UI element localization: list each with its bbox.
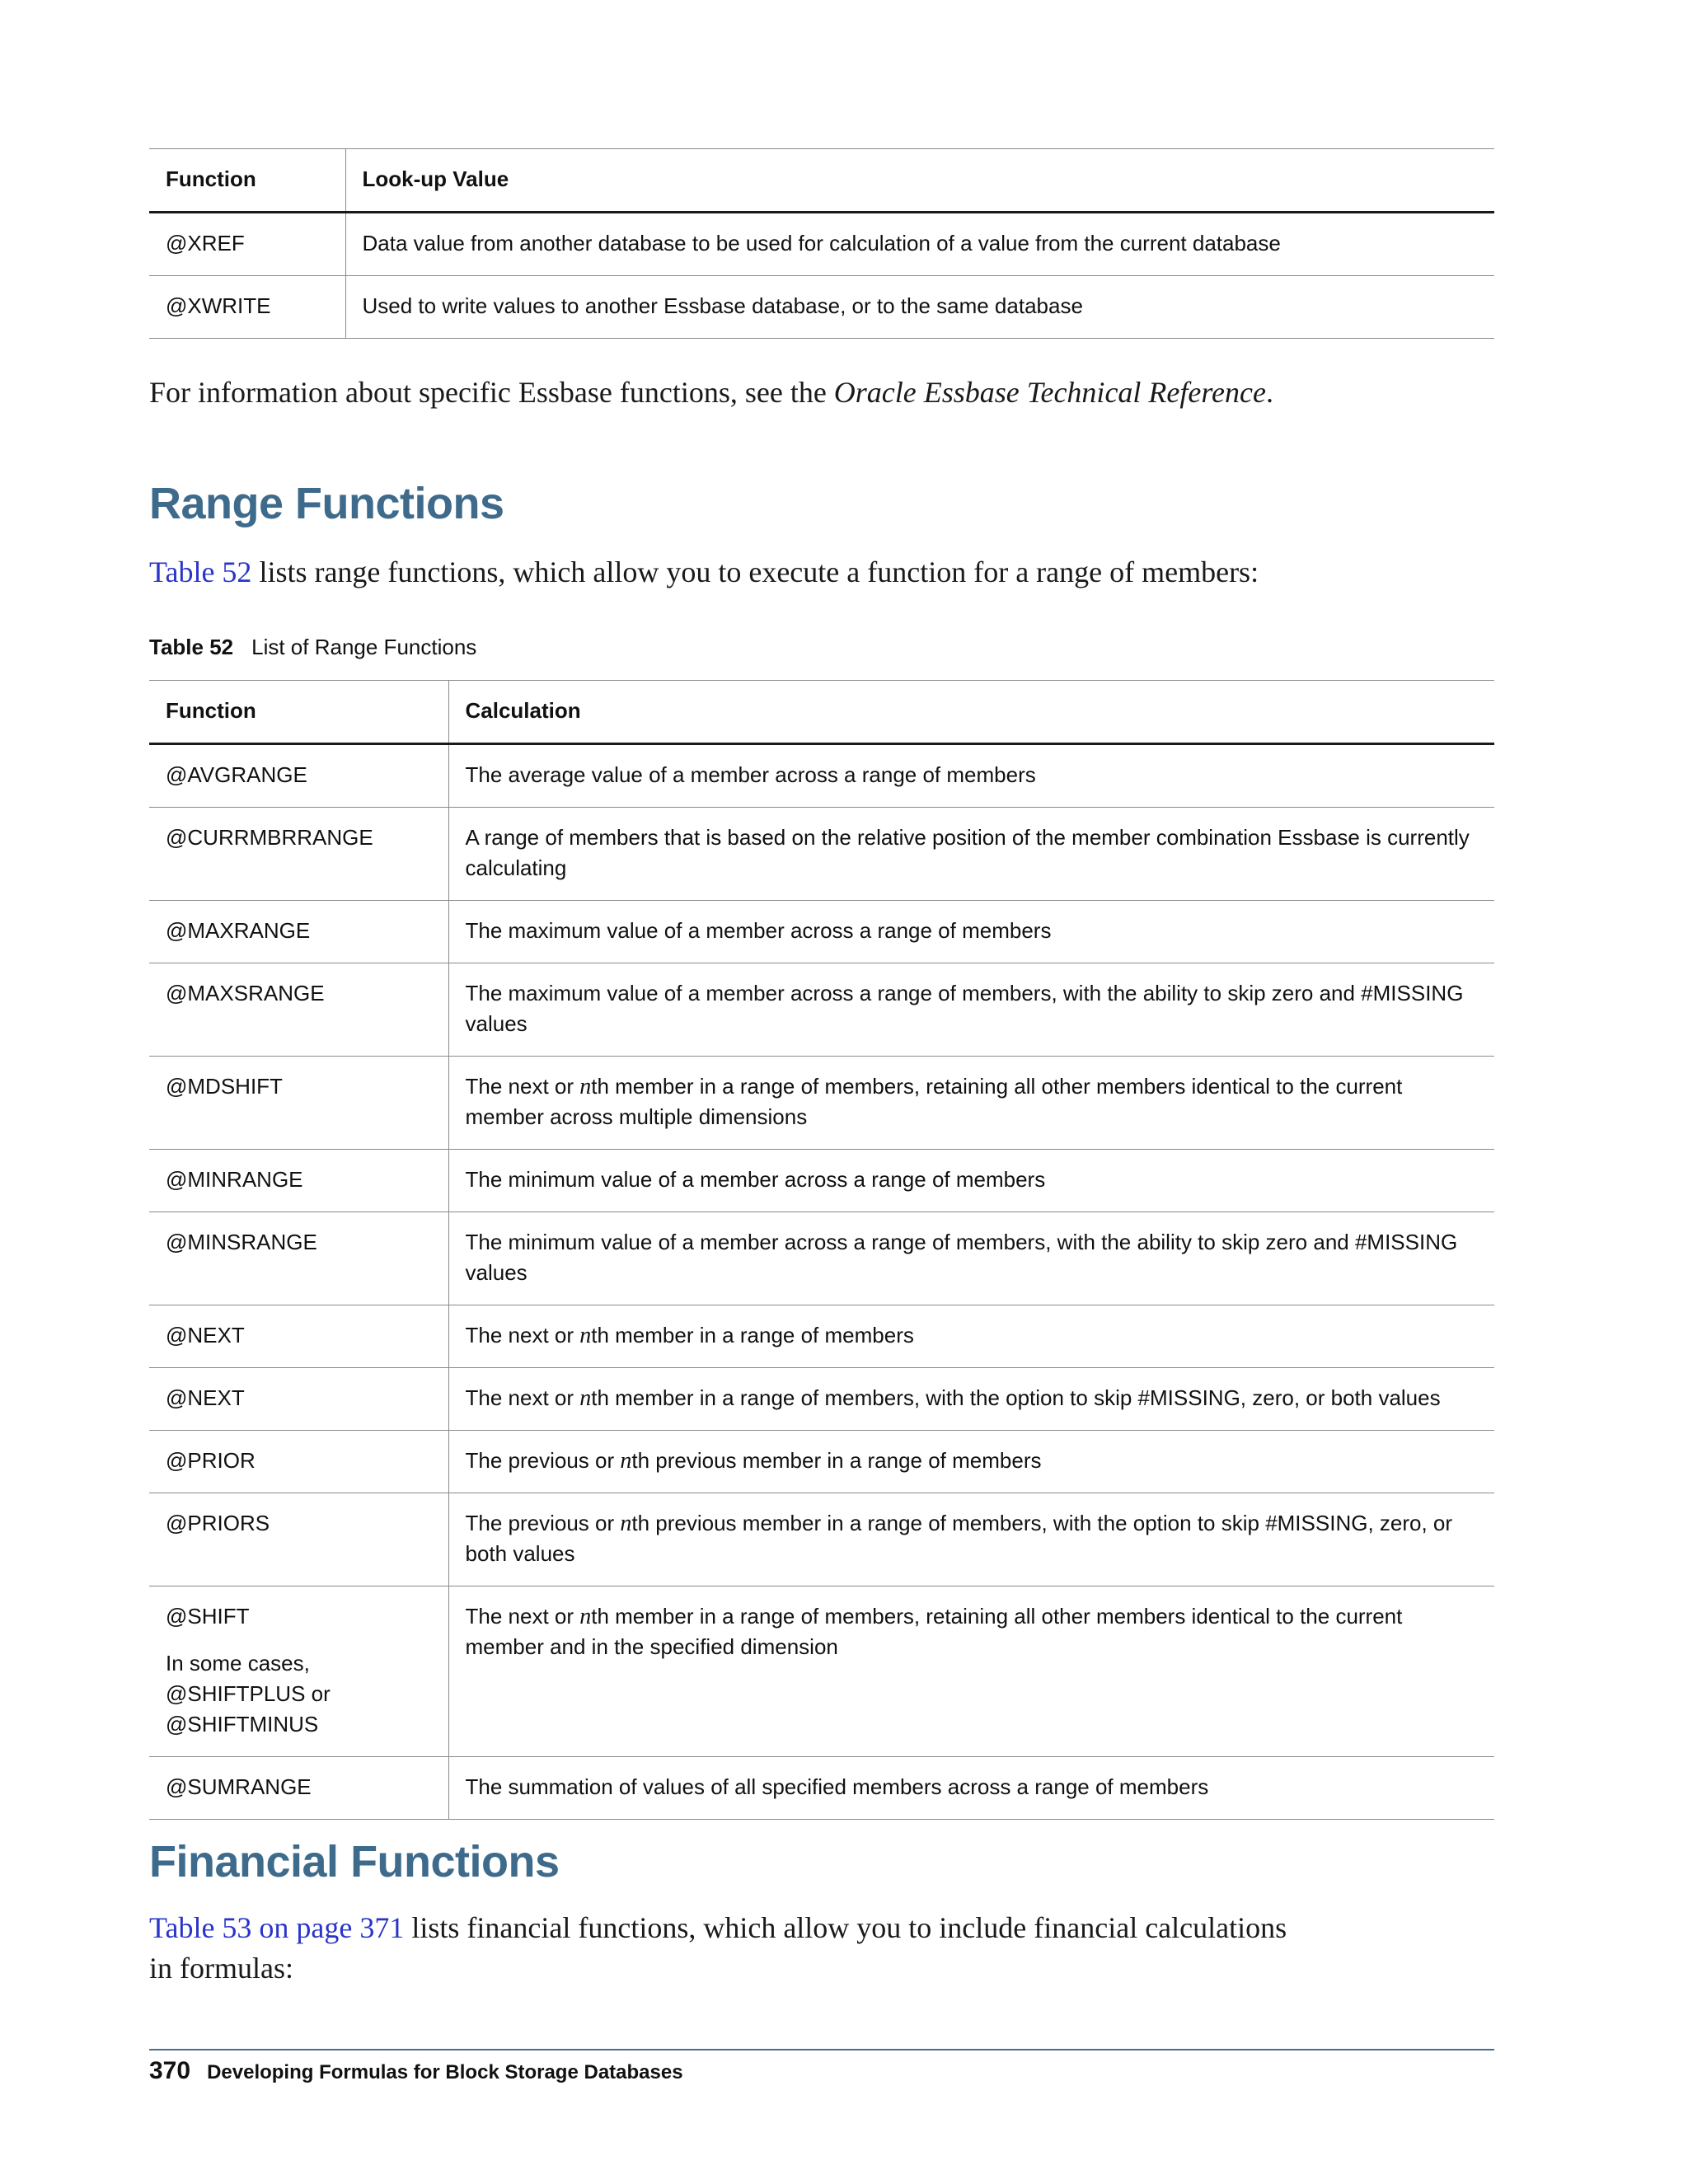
- function-cell: [149, 808, 448, 901]
- table-row: [149, 1493, 1494, 1586]
- table-row: [149, 1368, 1494, 1431]
- description-cell: [448, 1305, 1494, 1368]
- function-name: @SHIFT: [166, 1604, 250, 1629]
- description-cell: [448, 1431, 1494, 1493]
- description-text: The previous or: [465, 1448, 621, 1473]
- function-name: @PRIORS: [166, 1511, 270, 1535]
- description-cell: The minimum value of a member across a range of members, with the ability to skip zero and #MISSING values: [448, 1212, 1494, 1305]
- description-text: th member in a range of members, retaining all other members identical to the current member and in the specified dimension: [465, 1604, 1403, 1659]
- description-text: th member in a range of members: [591, 1323, 914, 1347]
- lookup-functions-table: [149, 148, 1494, 339]
- table-row: [149, 276, 1494, 339]
- description-cell: A range of members that is based on the relative position of the member combination Essbase is currently calculating: [448, 808, 1494, 901]
- italic-variable-n: n: [579, 1074, 592, 1099]
- function-cell: @XREF: [149, 213, 345, 276]
- info-text-suffix: .: [1265, 376, 1273, 409]
- function-cell: [149, 963, 448, 1057]
- italic-variable-n: n: [620, 1448, 632, 1474]
- function-name: @PRIOR: [166, 1448, 256, 1473]
- function-name: @SUMRANGE: [166, 1774, 312, 1799]
- description-text: The next or: [465, 1385, 580, 1410]
- description-text: th previous member in a range of members, with the option to skip #MISSING, zero, or both values: [465, 1511, 1453, 1566]
- column-header-function: Function: [149, 149, 345, 213]
- function-cell: [149, 901, 448, 963]
- function-cell: [149, 1212, 448, 1305]
- financial-intro-paragraph: [149, 1908, 1494, 1989]
- description-text: th previous member in a range of members: [631, 1448, 1042, 1473]
- description-cell: [448, 1586, 1494, 1757]
- description-cell: Data value from another database to be used for calculation of a value from the current database: [345, 213, 1494, 276]
- italic-variable-n: n: [579, 1604, 592, 1629]
- range-functions-table: [149, 680, 1494, 1820]
- range-intro-text: lists range functions, which allow you to execute a function for a range of members:: [251, 555, 1259, 588]
- caption-title: List of Range Functions: [251, 635, 477, 659]
- table-row: [149, 1150, 1494, 1212]
- description-text: The next or: [465, 1074, 580, 1099]
- function-cell: [149, 1586, 448, 1757]
- section-heading-range-functions: Range Functions: [149, 479, 504, 528]
- table-row: [149, 213, 1494, 276]
- table-row: [149, 744, 1494, 808]
- function-name: @CURRMBRRANGE: [166, 825, 373, 850]
- function-name: @MAXRANGE: [166, 918, 311, 943]
- description-text: th member in a range of members, retaining all other members identical to the current member across multiple dimensions: [465, 1074, 1403, 1129]
- italic-variable-n: n: [579, 1385, 592, 1411]
- description-cell: The average value of a member across a range of members: [448, 744, 1494, 808]
- description-text: The next or: [465, 1323, 580, 1347]
- function-name: @MDSHIFT: [166, 1074, 283, 1099]
- chapter-title: Developing Formulas for Block Storage Databases: [207, 2061, 683, 2083]
- function-cell: [149, 1757, 448, 1820]
- description-cell: [448, 1368, 1494, 1431]
- description-cell: The maximum value of a member across a range of members: [448, 901, 1494, 963]
- function-cell: [149, 744, 448, 808]
- function-name: @MINRANGE: [166, 1167, 303, 1192]
- description-cell: The maximum value of a member across a range of members, with the ability to skip zero and #MISSING values: [448, 963, 1494, 1057]
- page-number: 370: [149, 2057, 191, 2084]
- table-caption: [149, 635, 476, 660]
- description-text: The previous or: [465, 1511, 621, 1535]
- column-header-calculation: Calculation: [448, 681, 1494, 744]
- function-name: @NEXT: [166, 1323, 245, 1347]
- technical-reference-title: Oracle Essbase Technical Reference: [833, 376, 1266, 409]
- function-name: @AVGRANGE: [166, 762, 307, 787]
- table-row: [149, 1305, 1494, 1368]
- column-header-function: Function: [149, 681, 448, 744]
- description-cell: [448, 1493, 1494, 1586]
- table-row: [149, 1212, 1494, 1305]
- italic-variable-n: n: [579, 1323, 592, 1348]
- function-name: @NEXT: [166, 1385, 245, 1410]
- function-cell: @XWRITE: [149, 276, 345, 339]
- description-cell: The minimum value of a member across a range of members: [448, 1150, 1494, 1212]
- table-row: [149, 808, 1494, 901]
- financial-intro-text-line1: lists financial functions, which allow you to include financial calculations: [404, 1911, 1287, 1944]
- function-cell: [149, 1493, 448, 1586]
- function-name: @MINSRANGE: [166, 1230, 317, 1254]
- info-paragraph: [149, 373, 1494, 413]
- info-text-prefix: For information about specific Essbase functions, see the: [149, 376, 834, 409]
- table-header-row: [149, 149, 1494, 213]
- function-cell: [149, 1368, 448, 1431]
- table-header-row: [149, 681, 1494, 744]
- description-text: The next or: [465, 1604, 580, 1629]
- description-text: th member in a range of members, with the option to skip #MISSING, zero, or both values: [591, 1385, 1441, 1410]
- function-note: In some cases, @SHIFTPLUS or @SHIFTMINUS: [166, 1651, 331, 1736]
- table-row: [149, 901, 1494, 963]
- table-52-link[interactable]: Table 52: [149, 555, 252, 588]
- section-heading-financial-functions: Financial Functions: [149, 1837, 560, 1886]
- page-footer: [149, 2057, 683, 2085]
- column-header-lookup-value: Look-up Value: [345, 149, 1494, 213]
- description-cell: [448, 1057, 1494, 1150]
- description-cell: The summation of values of all specified members across a range of members: [448, 1757, 1494, 1820]
- function-cell: [149, 1305, 448, 1368]
- table-row: [149, 963, 1494, 1057]
- function-cell: [149, 1150, 448, 1212]
- table-53-link[interactable]: Table 53 on page 371: [149, 1911, 405, 1944]
- table-row: [149, 1586, 1494, 1757]
- description-cell: Used to write values to another Essbase database, or to the same database: [345, 276, 1494, 339]
- function-cell: [149, 1431, 448, 1493]
- italic-variable-n: n: [620, 1511, 632, 1536]
- table-row: [149, 1431, 1494, 1493]
- table-row: [149, 1057, 1494, 1150]
- financial-intro-text-line2: in formulas:: [149, 1952, 293, 1985]
- footer-rule: [149, 2049, 1494, 2050]
- range-intro-paragraph: [149, 552, 1494, 593]
- table-row: [149, 1757, 1494, 1820]
- caption-number: Table 52: [149, 635, 234, 659]
- function-cell: [149, 1057, 448, 1150]
- function-name: @MAXSRANGE: [166, 981, 325, 1005]
